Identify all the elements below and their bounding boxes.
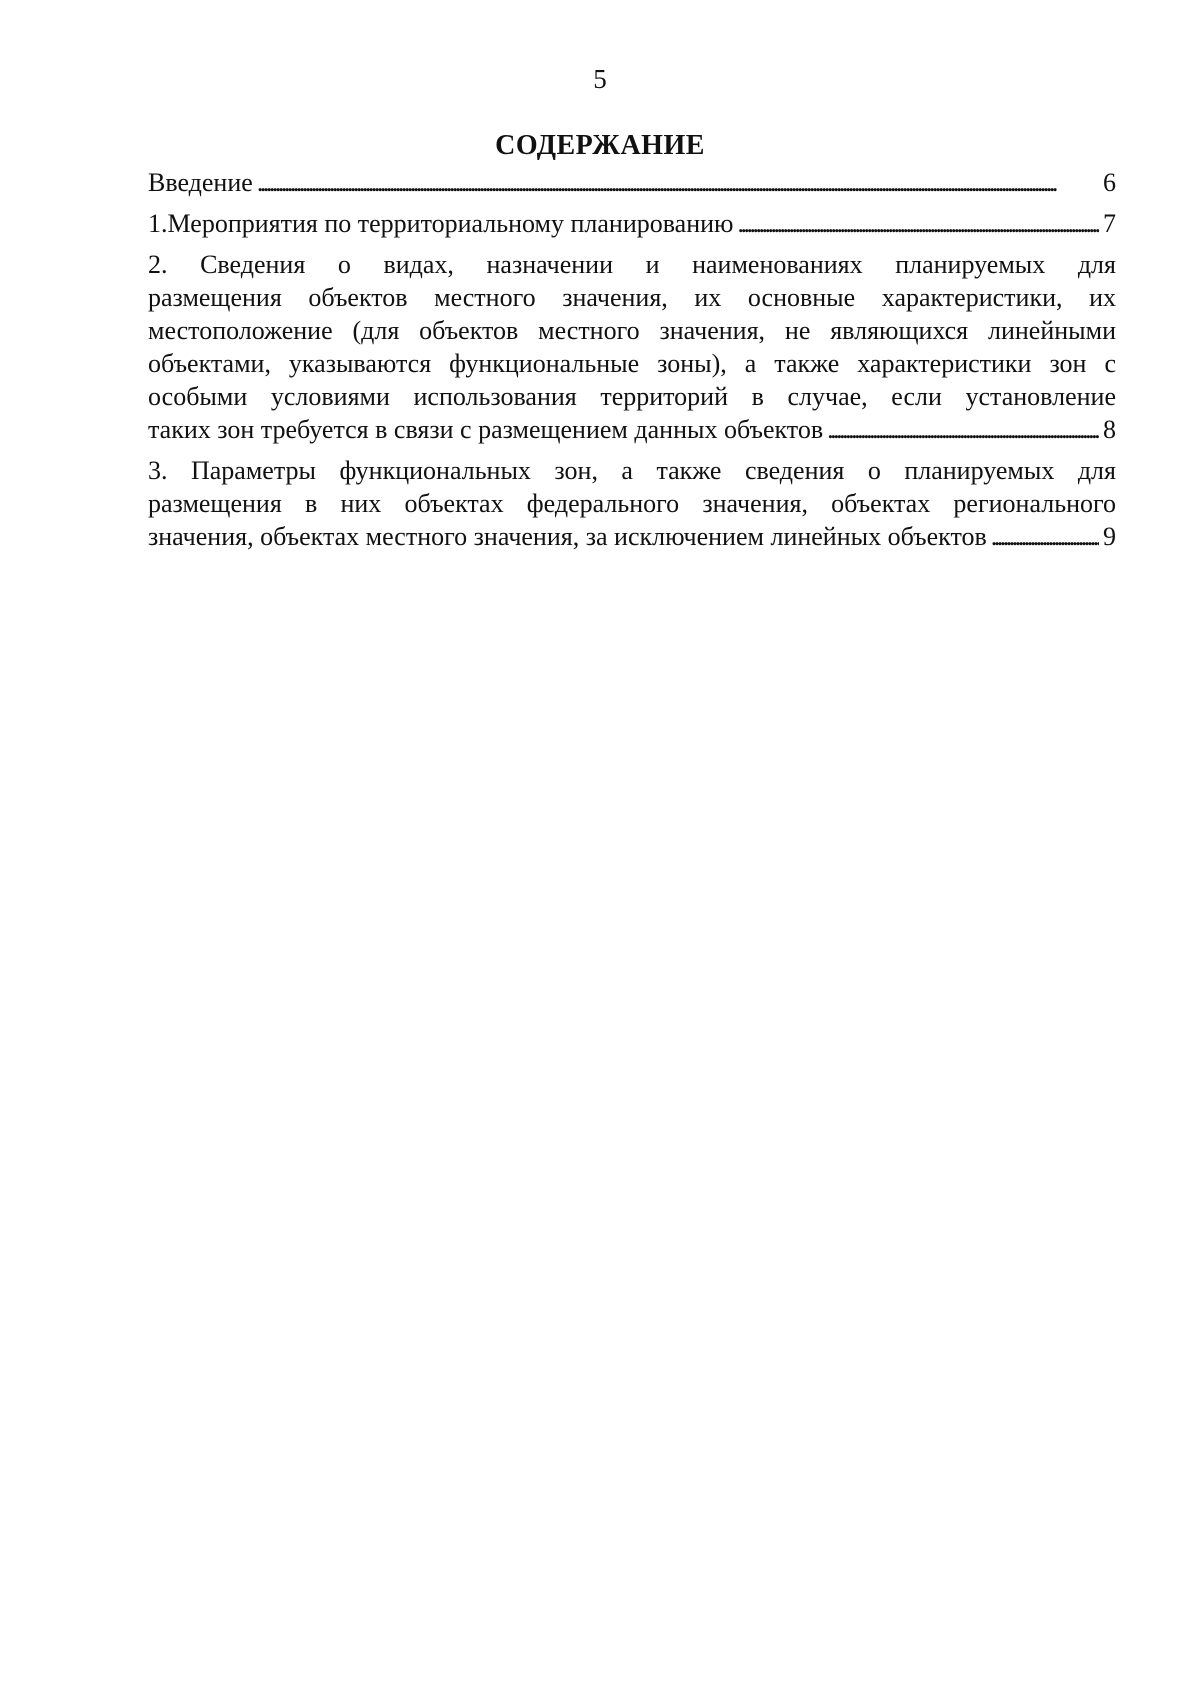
toc-entry-page: 8 (1103, 415, 1116, 444)
toc-entry-line: особыми условиями использования территорий в случае, если установление (148, 382, 1116, 411)
toc-entry-3[interactable] (148, 454, 1116, 553)
dot-leader (257, 166, 1099, 199)
toc-entry-last-line (148, 413, 1116, 446)
toc-entry-line: объектами, указываются функциональные зоны), а также характеристики зон с (148, 349, 1116, 378)
toc-entry-introduction[interactable] (148, 166, 1116, 199)
toc-entry-page: 6 (1103, 168, 1116, 197)
dot-leader (827, 413, 1099, 446)
page-number: 5 (593, 64, 607, 94)
toc-entry-1[interactable] (148, 207, 1116, 240)
dot-leader (737, 207, 1099, 240)
toc-entry-line: местоположение (для объектов местного значения, не являющихся линейными (148, 316, 1116, 345)
toc-entry-line: размещения в них объектах федерального значения, объектах регионального (148, 489, 1116, 518)
toc-entry-page: 7 (1103, 209, 1116, 238)
table-of-contents (148, 166, 1116, 561)
toc-entry-2[interactable] (148, 248, 1116, 446)
toc-entry-line: размещения объектов местного значения, их основные характеристики, их (148, 283, 1116, 312)
toc-title: СОДЕРЖАНИЕ (495, 130, 705, 161)
toc-entry-line: 3. Параметры функциональных зон, а также сведения о планируемых для (148, 456, 1116, 485)
toc-entry-page: 9 (1103, 522, 1116, 551)
toc-entry-text: Введение (148, 168, 253, 197)
toc-entry-text: таких зон требуется в связи с размещением данных объектов (148, 415, 824, 444)
toc-entry-line: 2. Сведения о видах, назначении и наименованиях планируемых для (148, 250, 1116, 279)
toc-entry-text: значения, объектах местного значения, за исключением линейных объектов (148, 522, 987, 551)
toc-entry-text: Мероприятия по территориальному планированию (167, 209, 734, 238)
toc-entry-last-line (148, 520, 1116, 553)
toc-entry-number: 1. (148, 209, 168, 238)
dot-leader (991, 520, 1099, 553)
